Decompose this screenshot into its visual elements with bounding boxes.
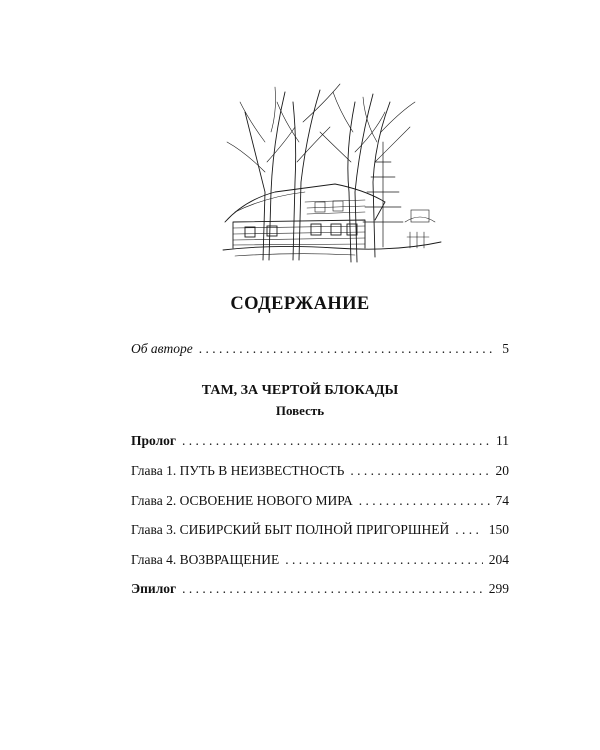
toc-entry-page: 150: [488, 522, 509, 537]
toc-entry-label: Пролог: [131, 433, 177, 448]
part-title: ТАМ, ЗА ЧЕРТОЙ БЛОКАДЫ: [201, 383, 399, 398]
part-subtitle: Повесть: [275, 403, 325, 418]
toc-entry-label: Глава 1. ПУТЬ В НЕИЗВЕСТНОСТЬ: [131, 463, 345, 478]
toc-entry-page: 204: [488, 552, 509, 567]
dot-leader: [199, 341, 496, 357]
dot-leader: [455, 522, 483, 538]
toc-entry-label: Эпилог: [131, 581, 177, 596]
winter-house-illustration: [215, 72, 445, 267]
toc-heading: СОДЕРЖАНИЕ: [230, 294, 370, 314]
toc-entry-about-author[interactable]: [131, 341, 509, 357]
dot-leader: [182, 581, 483, 597]
toc-entry-prologue[interactable]: [131, 433, 509, 449]
toc-entry-chapter-3[interactable]: [131, 522, 509, 538]
toc-entry-label: Глава 2. ОСВОЕНИЕ НОВОГО МИРА: [131, 493, 353, 508]
toc-entry-page: 299: [488, 581, 509, 596]
toc-entry-label: Глава 4. ВОЗВРАЩЕНИЕ: [131, 552, 280, 567]
toc-entry-page: 11: [496, 433, 509, 448]
toc-entry-label: Об авторе: [131, 341, 193, 356]
toc-entry-page: 5: [502, 341, 509, 356]
toc-entry-chapter-2[interactable]: [131, 493, 509, 509]
toc-entry-epilogue[interactable]: [131, 581, 509, 597]
toc-entry-page: 74: [495, 493, 509, 508]
toc-entry-page: 20: [495, 463, 509, 478]
dot-leader: [350, 463, 489, 479]
toc-entry-chapter-4[interactable]: [131, 552, 509, 568]
toc-entry-chapter-1[interactable]: [131, 463, 509, 479]
dot-leader: [359, 493, 490, 509]
dot-leader: [182, 433, 490, 449]
toc-entry-label: Глава 3. СИБИРСКИЙ БЫТ ПОЛНОЙ ПРИГОРШНЕЙ: [131, 522, 450, 537]
dot-leader: [285, 552, 483, 568]
